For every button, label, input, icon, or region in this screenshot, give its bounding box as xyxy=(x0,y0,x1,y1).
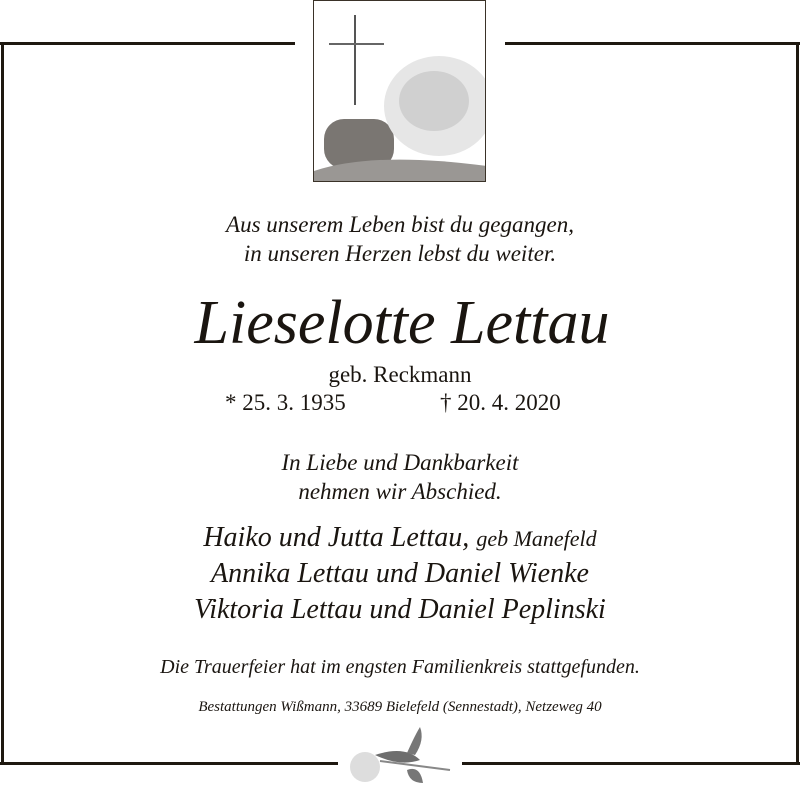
birth-date: * 25. 3. 1935 xyxy=(225,390,346,415)
rose-icon xyxy=(345,725,455,787)
death-date: † 20. 4. 2020 xyxy=(440,390,561,415)
mourner-3: Viktoria Lettau und Daniel Peplinski xyxy=(194,594,606,625)
verse-line-1: Aus unserem Leben bist du gegangen, xyxy=(226,212,574,237)
maiden-name: geb. Reckmann xyxy=(328,362,472,387)
mourner-2: Annika Lettau und Daniel Wienke xyxy=(211,558,589,589)
undertaker-info: Bestattungen Wißmann, 33689 Bielefeld (Sennestadt), Netzeweg 40 xyxy=(198,699,602,715)
frame-bottom-left xyxy=(0,762,338,765)
deceased-name: Lieselotte Lettau xyxy=(194,289,610,357)
funeral-notice: Die Trauerfeier hat im engsten Familienkreis stattgefunden. xyxy=(160,656,640,678)
verse-line-2: in unseren Herzen lebst du weiter. xyxy=(243,241,557,266)
farewell-line-1: In Liebe und Dankbarkeit xyxy=(281,450,519,475)
frame-bottom-right xyxy=(462,762,800,765)
mourner-1 xyxy=(0,522,800,554)
farewell-line-2: nehmen wir Abschied. xyxy=(298,479,502,504)
frame-top-right xyxy=(505,42,800,45)
mourner-1-name: Haiko und Jutta Lettau, xyxy=(203,522,470,553)
cross-rose-image xyxy=(313,0,486,182)
mourner-1-note: geb Manefeld xyxy=(476,526,597,551)
frame-top-left xyxy=(0,42,295,45)
